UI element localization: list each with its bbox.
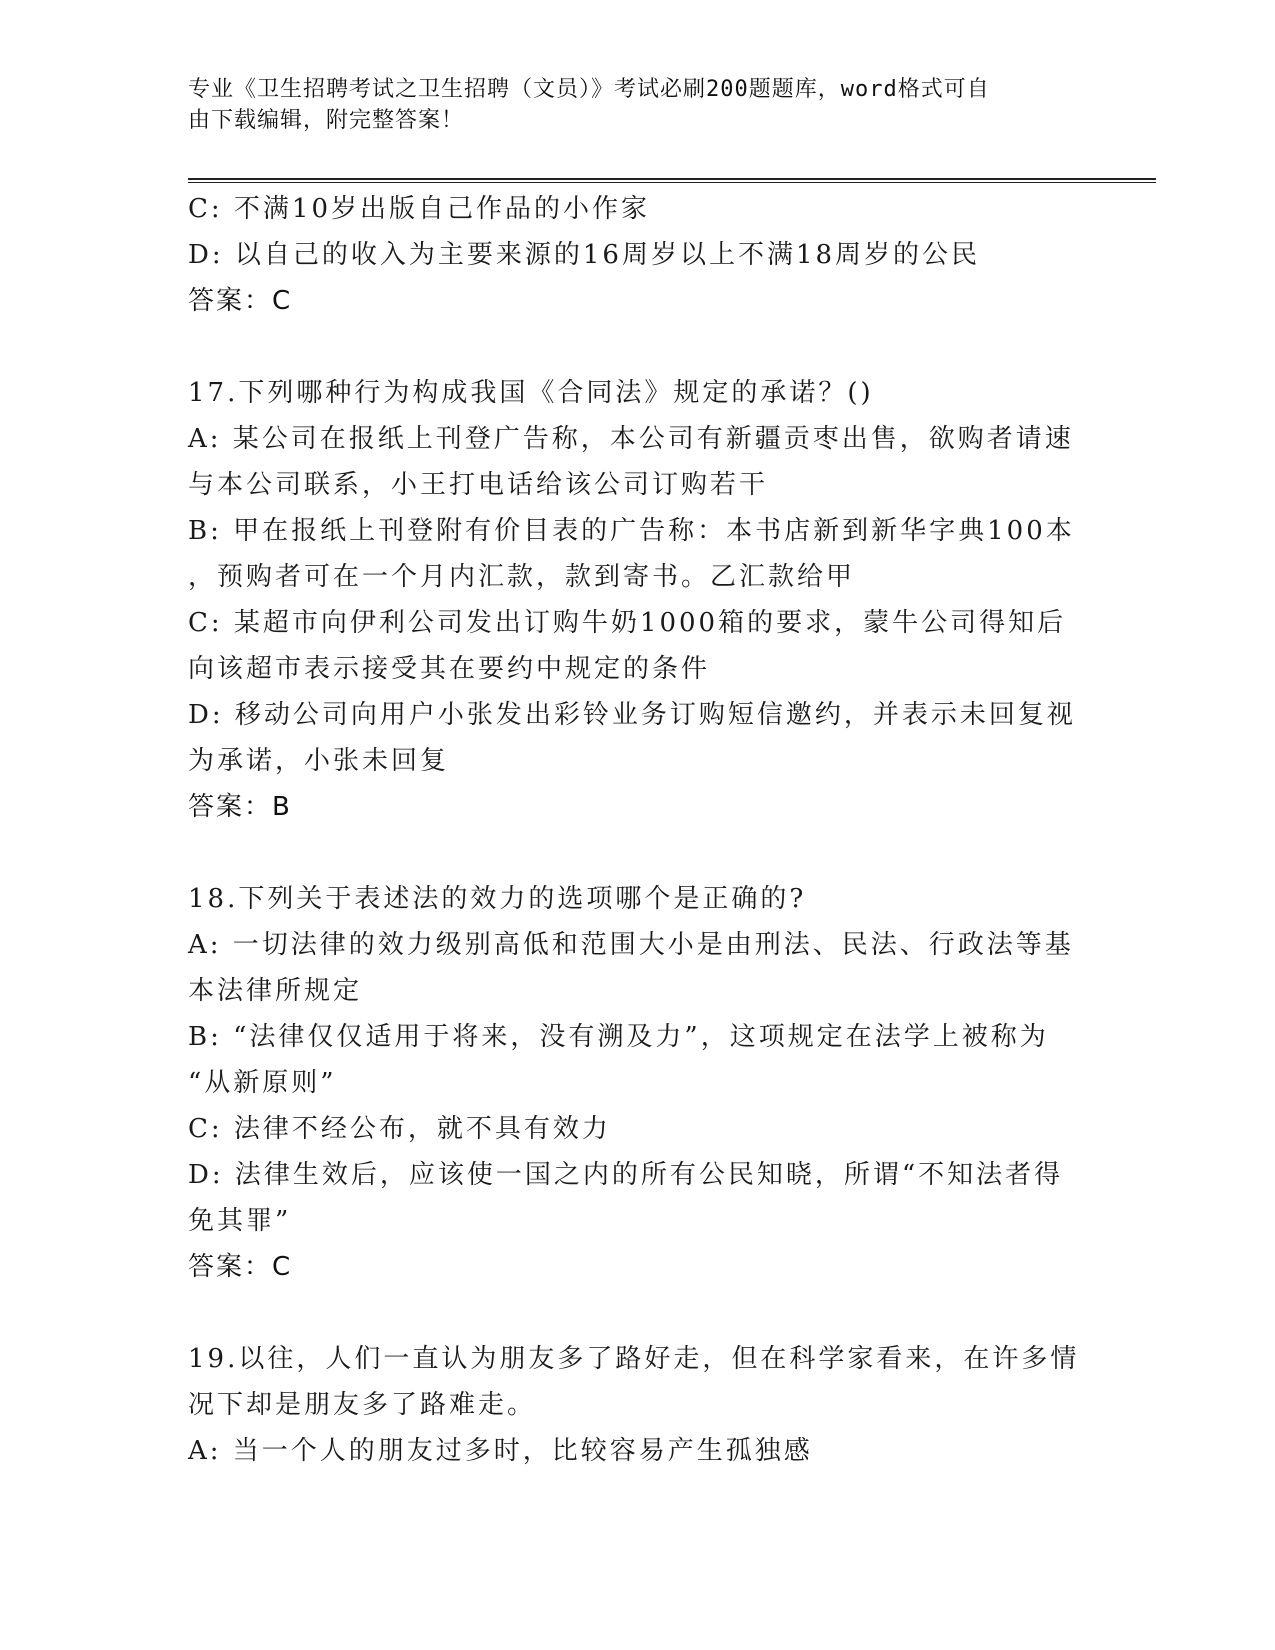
page-header: [188, 74, 1088, 136]
question-stem: 17.下列哪种行为构成我国《合同法》规定的承诺？(): [188, 378, 874, 408]
answer-label: 答案：C: [188, 1252, 293, 1282]
option-a: A: 当一个人的朋友过多时，比较容易产生孤独感: [188, 1436, 813, 1466]
option-d-continued: 免其罪”: [188, 1206, 292, 1236]
option-c: C: 法律不经公布，就不具有效力: [188, 1114, 611, 1144]
option-d: D: 以自己的收入为主要来源的16周岁以上不满18周岁的公民: [188, 240, 981, 270]
option-b: B: “法律仅仅适用于将来，没有溯及力”，这项规定在法学上被称为: [188, 1022, 1049, 1052]
header-line-2: 由下载编辑，附完整答案！: [188, 108, 465, 133]
header-line-1: 专业《卫生招聘考试之卫生招聘（文员）》考试必刷200题题库，word格式可自: [188, 77, 990, 102]
option-d-continued: 为承诺，小张未回复: [188, 746, 450, 776]
option-c-continued: 向该超市表示接受其在要约中规定的条件: [188, 654, 711, 684]
header-divider: [188, 178, 1156, 183]
answer-label: 答案：B: [188, 792, 292, 822]
option-a-continued: 与本公司联系，小王打电话给该公司订购若干: [188, 470, 769, 500]
question-17: [188, 370, 1088, 830]
document-body: [188, 186, 1088, 1474]
question-18: [188, 876, 1088, 1290]
option-b-continued: ，预购者可在一个月内汇款，款到寄书。乙汇款给甲: [188, 562, 856, 592]
option-a: A: 某公司在报纸上刊登广告称，本公司有新疆贡枣出售，欲购者请速: [188, 424, 1074, 454]
option-c: C: 某超市向伊利公司发出订购牛奶1000箱的要求，蒙牛公司得知后: [188, 608, 1067, 638]
option-a-continued: 本法律所规定: [188, 976, 363, 1006]
spacer: [188, 1290, 1088, 1336]
option-b: B: 甲在报纸上刊登附有价目表的广告称：本书店新到新华字典100本: [188, 516, 1075, 546]
spacer: [188, 830, 1088, 876]
spacer: [188, 324, 1088, 370]
answer-label: 答案：C: [188, 286, 293, 316]
option-b-continued: “从新原则”: [188, 1068, 337, 1098]
option-c: C: 不满10岁出版自己作品的小作家: [188, 194, 651, 224]
option-a: A: 一切法律的效力级别高低和范围大小是由刑法、民法、行政法等基: [188, 930, 1074, 960]
question-16-fragment: [188, 186, 1088, 324]
question-stem: 19.以往，人们一直认为朋友多了路好走，但在科学家看来，在许多情: [188, 1344, 1080, 1374]
question-19: [188, 1336, 1088, 1474]
question-stem-continued: 况下却是朋友多了路难走。: [188, 1390, 537, 1420]
question-stem: 18.下列关于表述法的效力的选项哪个是正确的?: [188, 884, 807, 914]
option-d: D: 法律生效后，应该使一国之内的所有公民知晓，所谓“不知法者得: [188, 1160, 1064, 1190]
option-d: D: 移动公司向用户小张发出彩铃业务订购短信邀约，并表示未回复视: [188, 700, 1076, 730]
